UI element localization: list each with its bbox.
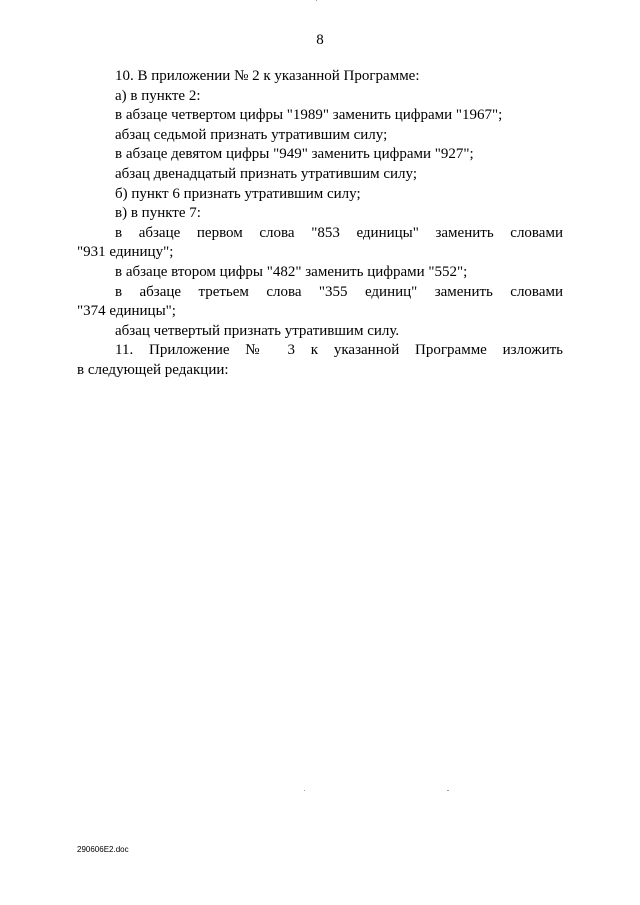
scan-speck — [304, 790, 305, 791]
paragraph-a-3: в абзаце девятом цифры "949" заменить цифрами "927"; — [115, 146, 474, 163]
paragraph-b: б) пункт 6 признать утратившим силу; — [115, 185, 361, 202]
paragraph-11-line1: 11. Приложение № 3 к указанной Программе изложить — [115, 342, 563, 359]
paragraph-v-1-line1: в абзаце первом слова "853 единицы" заменить словами — [115, 224, 563, 241]
paragraph-a-2: абзац седьмой признать утратившим силу; — [115, 126, 388, 143]
paragraph-v-3-line2: "374 единицы"; — [77, 303, 176, 320]
paragraph-a-1: в абзаце четвертом цифры "1989" заменить цифрами "1967"; — [115, 107, 503, 124]
page-number: 8 — [316, 32, 324, 48]
paragraph-v-3-line1: в абзаце третьем слова "355 единиц" заменить словами — [115, 283, 563, 300]
paragraph-11-line2: в следующей редакции: — [77, 361, 229, 378]
paragraph-v-1-line2: "931 единицу"; — [77, 244, 174, 261]
document-body — [77, 67, 563, 381]
paragraph-a: а) в пункте 2: — [115, 87, 201, 104]
footer-filename: 290606E2.doc — [77, 845, 129, 854]
paragraph-10: 10. В приложении № 2 к указанной Программе: — [115, 68, 420, 84]
scan-speck — [316, 0, 317, 1]
paragraph-a-4: абзац двенадцатый признать утратившим силу; — [115, 165, 418, 182]
paragraph-v-2: в абзаце втором цифры "482" заменить цифрами "552"; — [115, 263, 468, 280]
paragraph-v-4: абзац четвертый признать утратившим силу. — [115, 322, 400, 339]
paragraph-v: в) в пункте 7: — [115, 205, 201, 222]
scan-speck — [447, 790, 449, 791]
